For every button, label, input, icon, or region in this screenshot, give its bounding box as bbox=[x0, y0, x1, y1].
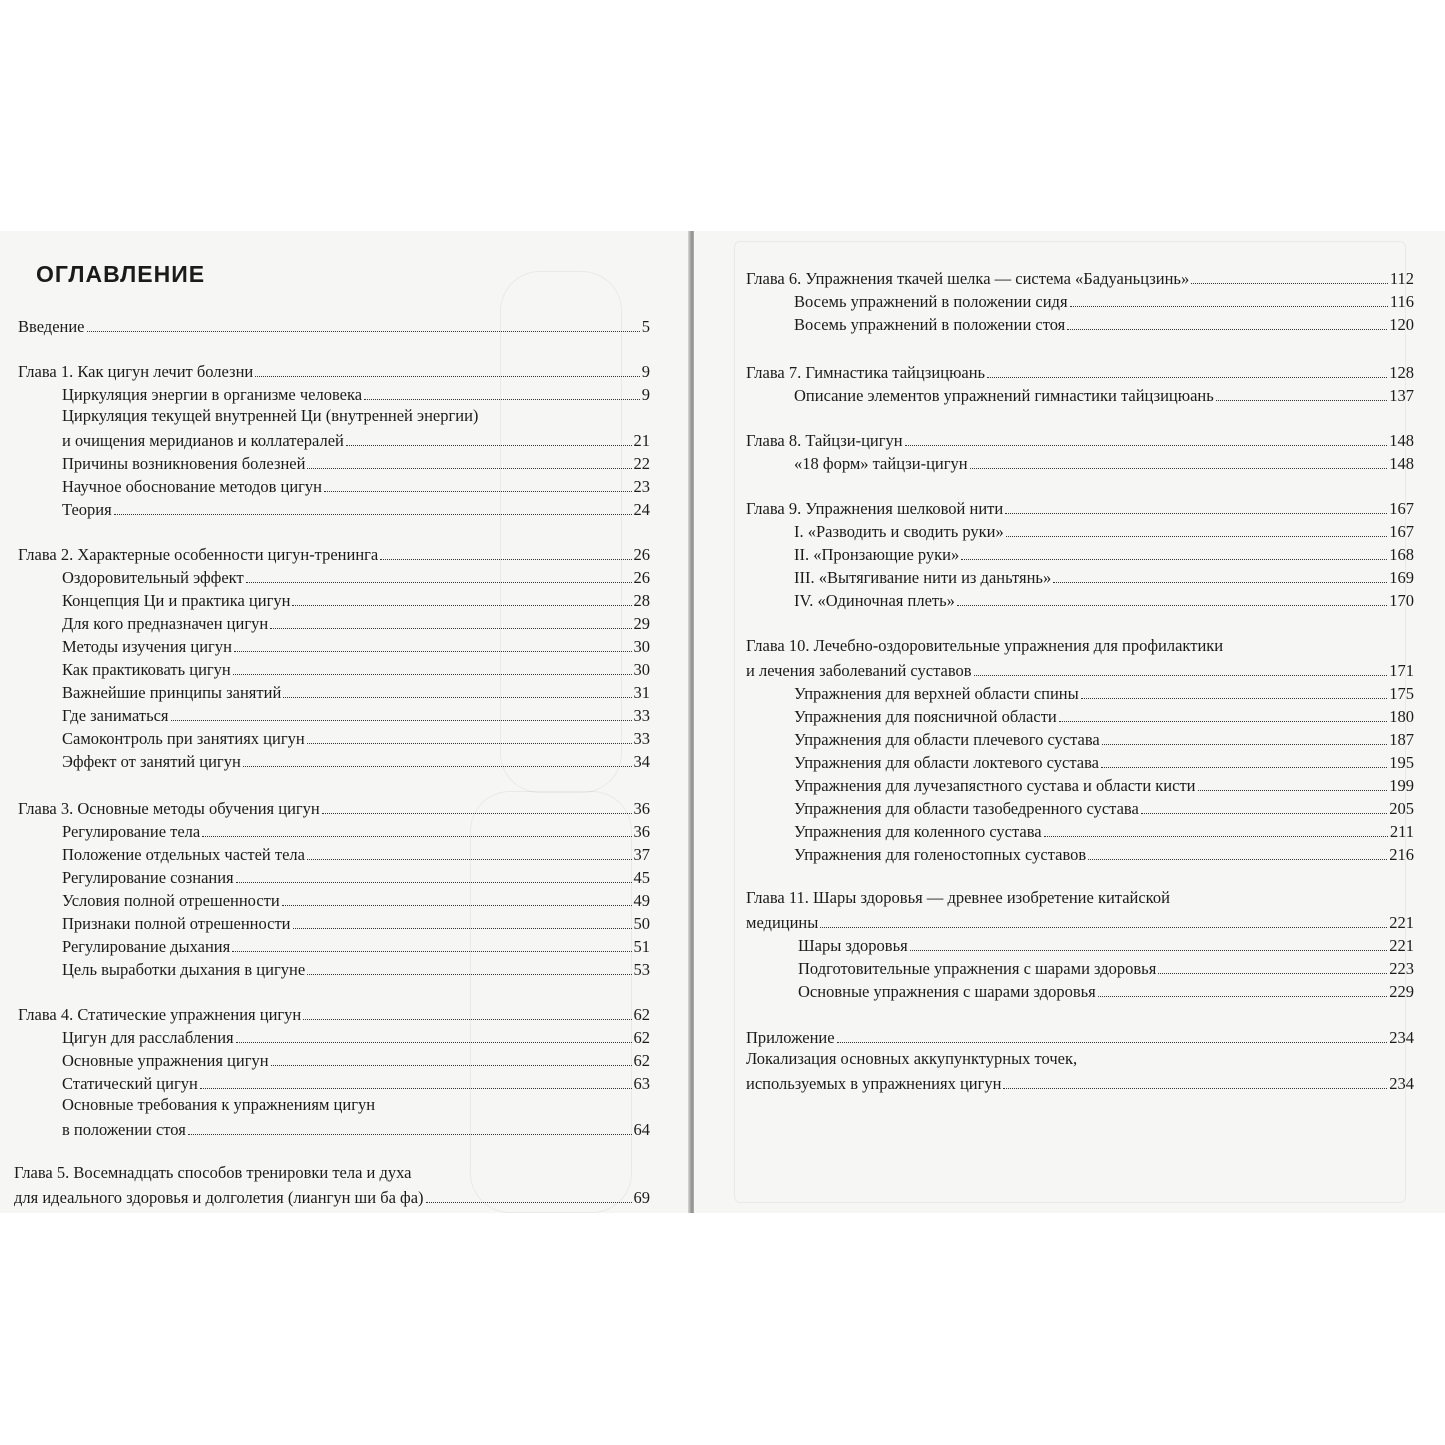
toc-entry-page: 31 bbox=[633, 683, 650, 702]
dot-leader bbox=[307, 859, 632, 860]
toc-entry-page: 180 bbox=[1389, 707, 1414, 726]
toc-entry bbox=[62, 704, 650, 726]
toc-entry-page: 234 bbox=[1389, 1074, 1414, 1093]
dot-leader bbox=[1102, 744, 1387, 745]
toc-entry bbox=[62, 912, 650, 934]
toc-entry bbox=[62, 658, 650, 680]
toc-entry-title: Признаки полной отрешенности bbox=[62, 914, 291, 933]
toc-entry-page: 148 bbox=[1389, 431, 1414, 450]
dot-leader bbox=[1070, 306, 1388, 307]
toc-entry-page: 5 bbox=[641, 317, 650, 336]
toc-entry-page: 9 bbox=[641, 385, 650, 404]
dot-leader bbox=[905, 445, 1388, 446]
toc-entry bbox=[62, 750, 650, 772]
toc-entry bbox=[62, 958, 650, 980]
toc-entry-title: Упражнения для области плечевого сустава bbox=[794, 730, 1100, 749]
toc-entry-title: Восемь упражнений в положении стоя bbox=[794, 315, 1066, 334]
toc-entry bbox=[794, 452, 1414, 474]
right-page bbox=[694, 231, 1445, 1213]
toc-entry-page: 62 bbox=[633, 1051, 650, 1070]
dot-leader bbox=[233, 674, 632, 675]
toc-entry-title: II. «Пронзающие руки» bbox=[794, 545, 960, 564]
dot-leader bbox=[292, 605, 631, 606]
left-page bbox=[0, 231, 690, 1213]
toc-entry bbox=[18, 543, 650, 565]
toc-entry-page: 63 bbox=[633, 1074, 650, 1093]
toc-entry-title: Цель выработки дыхания в цигуне bbox=[62, 960, 306, 979]
dot-leader bbox=[270, 628, 631, 629]
toc-entry-page: 26 bbox=[633, 545, 650, 564]
toc-entry bbox=[18, 1003, 650, 1025]
toc-entry-title: Приложение bbox=[746, 1028, 835, 1047]
toc-entry bbox=[746, 1026, 1414, 1048]
toc-entry bbox=[794, 820, 1414, 842]
toc-entry bbox=[18, 797, 650, 819]
toc-entry bbox=[794, 313, 1414, 335]
toc-entry-page: 170 bbox=[1389, 591, 1414, 610]
dot-leader bbox=[188, 1134, 632, 1135]
dot-leader bbox=[346, 445, 632, 446]
toc-entry-page: 64 bbox=[633, 1120, 650, 1139]
toc-entry-title: Глава 9. Упражнения шелковой нити bbox=[746, 499, 1004, 518]
dot-leader bbox=[1158, 973, 1387, 974]
toc-entry-title: Упражнения для голеностопных суставов bbox=[794, 845, 1087, 864]
dot-leader bbox=[246, 582, 632, 583]
dot-leader bbox=[324, 491, 632, 492]
toc-entry-page: 216 bbox=[1389, 845, 1414, 864]
toc-entry-page: 33 bbox=[633, 706, 650, 725]
toc-entry bbox=[62, 612, 650, 634]
toc-entry-page: 223 bbox=[1389, 959, 1414, 978]
toc-entry-title: Упражнения для лучезапястного сустава и области кисти bbox=[794, 776, 1196, 795]
toc-entry-page: 205 bbox=[1389, 799, 1414, 818]
toc-entry bbox=[794, 751, 1414, 773]
toc-entry-title: Глава 5. Восемнадцать способов тренировки тела и духа bbox=[14, 1163, 412, 1182]
toc-entry-page: 69 bbox=[633, 1188, 650, 1207]
toc-entry bbox=[794, 520, 1414, 542]
toc-entry-page: 187 bbox=[1389, 730, 1414, 749]
dot-leader bbox=[282, 905, 632, 906]
toc-entry-page: 168 bbox=[1389, 545, 1414, 564]
toc-entry-title: Самоконтроль при занятиях цигун bbox=[62, 729, 305, 748]
toc-entry-title: Положение отдельных частей тела bbox=[62, 845, 305, 864]
toc-entry bbox=[794, 774, 1414, 796]
toc-entry-page: 175 bbox=[1389, 684, 1414, 703]
toc-entry-page: 116 bbox=[1389, 292, 1414, 311]
toc-entry bbox=[14, 1186, 650, 1208]
toc-entry-page: 137 bbox=[1389, 386, 1414, 405]
toc-entry-page: 171 bbox=[1389, 661, 1414, 680]
toc-entry-page: 30 bbox=[633, 660, 650, 679]
toc-entry bbox=[62, 475, 650, 497]
dot-leader bbox=[293, 928, 632, 929]
toc-entry bbox=[794, 290, 1414, 312]
dot-leader bbox=[200, 1088, 632, 1089]
dot-leader bbox=[1216, 400, 1387, 401]
toc-entry bbox=[746, 267, 1414, 289]
toc-entry-title: Важнейшие принципы занятий bbox=[62, 683, 282, 702]
dot-leader bbox=[1141, 813, 1387, 814]
toc-entry bbox=[794, 682, 1414, 704]
dot-leader bbox=[426, 1202, 632, 1203]
dot-leader bbox=[171, 720, 632, 721]
toc-entry-page: 37 bbox=[633, 845, 650, 864]
toc-entry-page: 51 bbox=[633, 937, 650, 956]
toc-entry bbox=[62, 820, 650, 842]
toc-entry-page: 28 bbox=[633, 591, 650, 610]
toc-entry-page: 49 bbox=[633, 891, 650, 910]
toc-entry bbox=[746, 911, 1414, 933]
toc-entry-title: Условия полной отрешенности bbox=[62, 891, 280, 910]
toc-entry-page: 167 bbox=[1389, 499, 1414, 518]
toc-entry-page: 22 bbox=[633, 454, 650, 473]
toc-entry bbox=[746, 1072, 1414, 1094]
toc-entry-page: 26 bbox=[633, 568, 650, 587]
toc-entry-page: 36 bbox=[633, 799, 650, 818]
toc-entry-page: 221 bbox=[1389, 936, 1414, 955]
dot-leader bbox=[283, 697, 631, 698]
dot-leader bbox=[1067, 329, 1387, 330]
toc-entry bbox=[62, 452, 650, 474]
dot-leader bbox=[910, 950, 1388, 951]
dot-leader bbox=[236, 882, 632, 883]
dot-leader bbox=[87, 331, 640, 332]
toc-entry-title: Эффект от занятий цигун bbox=[62, 752, 241, 771]
toc-entry bbox=[798, 934, 1414, 956]
toc-entry bbox=[746, 497, 1414, 519]
dot-leader bbox=[232, 951, 631, 952]
toc-entry-page: 53 bbox=[633, 960, 650, 979]
toc-entry-page: 23 bbox=[633, 477, 650, 496]
toc-entry bbox=[62, 889, 650, 911]
toc-entry-title: Циркуляция текущей внутренней Ци (внутренней энергии) bbox=[62, 406, 479, 425]
toc-entry-title: Цигун для расслабления bbox=[62, 1028, 234, 1047]
toc-entry-title: Локализация основных аккупунктурных точек, bbox=[746, 1049, 1078, 1068]
toc-entry-title: Теория bbox=[62, 500, 112, 519]
toc-entry-page: 62 bbox=[633, 1028, 650, 1047]
toc-entry-page: 229 bbox=[1389, 982, 1414, 1001]
toc-entry-title: Упражнения для коленного сустава bbox=[794, 822, 1042, 841]
dot-leader bbox=[114, 514, 632, 515]
dot-leader bbox=[303, 1019, 631, 1020]
dot-leader bbox=[1098, 996, 1387, 997]
toc-entry bbox=[794, 566, 1414, 588]
toc-entry-title: Описание элементов упражнений гимнастики тайцзицюань bbox=[794, 386, 1214, 405]
dot-leader bbox=[1053, 582, 1387, 583]
toc-entry-title: Где заниматься bbox=[62, 706, 169, 725]
toc-entry-title: используемых в упражнениях цигун bbox=[746, 1074, 1002, 1093]
toc-entry-title: Упражнения для верхней области спины bbox=[794, 684, 1079, 703]
toc-entry bbox=[794, 843, 1414, 865]
dot-leader bbox=[202, 836, 631, 837]
toc-entry-title: Глава 1. Как цигун лечит болезни bbox=[18, 362, 254, 381]
toc-entry-page: 221 bbox=[1389, 913, 1414, 932]
dot-leader bbox=[1088, 859, 1387, 860]
toc-entry-page: 167 bbox=[1389, 522, 1414, 541]
toc-entry-page: 148 bbox=[1389, 454, 1414, 473]
toc-entry-title: Как практиковать цигун bbox=[62, 660, 231, 679]
toc-entry-title: Упражнения для области тазобедренного сустава bbox=[794, 799, 1139, 818]
toc-entry-page: 50 bbox=[633, 914, 650, 933]
toc-entry bbox=[794, 797, 1414, 819]
dot-leader bbox=[1003, 1088, 1387, 1089]
toc-entry bbox=[62, 498, 650, 520]
dot-leader bbox=[1081, 698, 1388, 699]
toc-entry-title: III. «Вытягивание нити из даньтянь» bbox=[794, 568, 1052, 587]
toc-entry-title: Глава 2. Характерные особенности цигун-тренинга bbox=[18, 545, 379, 564]
toc-entry-page: 128 bbox=[1389, 363, 1414, 382]
toc-entry-page: 9 bbox=[641, 362, 650, 381]
dot-leader bbox=[1005, 513, 1387, 514]
toc-entry-page: 24 bbox=[633, 500, 650, 519]
toc-entry bbox=[62, 429, 650, 451]
toc-entry bbox=[746, 361, 1414, 383]
dot-leader bbox=[322, 813, 632, 814]
toc-entry-title: Глава 4. Статические упражнения цигун bbox=[18, 1005, 302, 1024]
dot-leader bbox=[236, 1042, 632, 1043]
toc-entry-page: 195 bbox=[1389, 753, 1414, 772]
toc-entry-title: и лечения заболеваний суставов bbox=[746, 661, 972, 680]
toc-entry-page: 199 bbox=[1389, 776, 1414, 795]
toc-entry-page: 30 bbox=[633, 637, 650, 656]
toc-entry-title: Глава 6. Упражнения ткачей шелка — система «Бадуаньцзинь» bbox=[746, 269, 1190, 288]
dot-leader bbox=[957, 605, 1387, 606]
toc-entry-title: в положении стоя bbox=[62, 1120, 186, 1139]
dot-leader bbox=[364, 399, 640, 400]
toc-entry bbox=[18, 360, 650, 382]
dot-leader bbox=[987, 377, 1387, 378]
dot-leader bbox=[1006, 536, 1388, 537]
dot-leader bbox=[1198, 790, 1388, 791]
toc-entry-title: Основные требования к упражнениям цигун bbox=[62, 1095, 376, 1114]
toc-entry-title: Глава 8. Тайцзи-цигун bbox=[746, 431, 903, 450]
toc-entry-title: Упражнения для области локтевого сустава bbox=[794, 753, 1099, 772]
toc-entry-title: Концепция Ци и практика цигун bbox=[62, 591, 291, 610]
dot-leader bbox=[961, 559, 1387, 560]
toc-entry-page: 29 bbox=[633, 614, 650, 633]
dot-leader bbox=[820, 927, 1387, 928]
toc-entry bbox=[62, 566, 650, 588]
toc-entry-title: Упражнения для поясничной области bbox=[794, 707, 1057, 726]
toc-entry-page: 211 bbox=[1389, 822, 1414, 841]
toc-entry bbox=[62, 843, 650, 865]
dot-leader bbox=[271, 1065, 632, 1066]
toc-entry-title: Глава 11. Шары здоровья — древнее изобретение китайской bbox=[746, 888, 1170, 907]
dot-leader bbox=[1101, 767, 1387, 768]
dot-leader bbox=[974, 675, 1388, 676]
toc-entry bbox=[798, 980, 1414, 1002]
book-spread bbox=[0, 231, 1445, 1213]
toc-entry-title: Восемь упражнений в положении сидя bbox=[794, 292, 1068, 311]
dot-leader bbox=[1191, 283, 1388, 284]
toc-entry bbox=[62, 727, 650, 749]
dot-leader bbox=[307, 743, 632, 744]
toc-entry-page: 45 bbox=[633, 868, 650, 887]
toc-entry bbox=[62, 1072, 650, 1094]
toc-entry-title: и очищения меридианов и коллатералей bbox=[62, 431, 344, 450]
toc-entry-title: Шары здоровья bbox=[798, 936, 908, 955]
toc-entry-title: Оздоровительный эффект bbox=[62, 568, 244, 587]
toc-entry-title: Статический цигун bbox=[62, 1074, 198, 1093]
toc-entry bbox=[794, 728, 1414, 750]
toc-entry-title: Основные упражнения с шарами здоровья bbox=[798, 982, 1096, 1001]
dot-leader bbox=[1059, 721, 1388, 722]
toc-entry-title: Регулирование тела bbox=[62, 822, 201, 841]
toc-entry bbox=[746, 429, 1414, 451]
toc-entry-title: Причины возникновения болезней bbox=[62, 454, 306, 473]
toc-entry-title: Основные упражнения цигун bbox=[62, 1051, 269, 1070]
page-title: ОГЛАВЛЕНИЕ bbox=[36, 261, 206, 287]
toc-entry-title: Подготовительные упражнения с шарами здоровья bbox=[798, 959, 1157, 978]
dot-leader bbox=[380, 559, 631, 560]
toc-entry-title: для идеального здоровья и долголетия (лиангун ши ба фа) bbox=[14, 1188, 424, 1207]
dot-leader bbox=[307, 468, 631, 469]
toc-entry bbox=[62, 383, 650, 405]
toc-entry bbox=[62, 866, 650, 888]
toc-entry-page: 169 bbox=[1389, 568, 1414, 587]
toc-entry bbox=[62, 681, 650, 703]
toc-entry-title: Циркуляция энергии в организме человека bbox=[62, 385, 363, 404]
toc-entry bbox=[794, 543, 1414, 565]
toc-entry-page: 21 bbox=[633, 431, 650, 450]
dot-leader bbox=[243, 766, 632, 767]
toc-entry bbox=[62, 635, 650, 657]
toc-entry bbox=[62, 1118, 650, 1140]
toc-entry-title: Для кого предназначен цигун bbox=[62, 614, 269, 633]
dot-leader bbox=[1044, 836, 1388, 837]
toc-entry bbox=[62, 935, 650, 957]
toc-entry bbox=[18, 315, 650, 337]
toc-entry-page: 234 bbox=[1389, 1028, 1414, 1047]
toc-entry-title: Глава 7. Гимнастика тайцзицюань bbox=[746, 363, 986, 382]
toc-entry-title: I. «Разводить и сводить руки» bbox=[794, 522, 1004, 541]
toc-entry-title: Глава 10. Лечебно-оздоровительные упражнения для профилактики bbox=[746, 636, 1224, 655]
dot-leader bbox=[970, 468, 1388, 469]
toc-entry-page: 33 bbox=[633, 729, 650, 748]
toc-entry-page: 34 bbox=[633, 752, 650, 771]
toc-entry-page: 112 bbox=[1389, 269, 1414, 288]
toc-entry-title: IV. «Одиночная плеть» bbox=[794, 591, 955, 610]
toc-entry-title: «18 форм» тайцзи-цигун bbox=[794, 454, 968, 473]
toc-entry-title: Методы изучения цигун bbox=[62, 637, 232, 656]
toc-entry-title: Регулирование сознания bbox=[62, 868, 234, 887]
toc-entry bbox=[62, 589, 650, 611]
dot-leader bbox=[307, 974, 631, 975]
toc-entry-page: 120 bbox=[1389, 315, 1414, 334]
dot-leader bbox=[234, 651, 632, 652]
toc-entry-title: Научное обоснование методов цигун bbox=[62, 477, 322, 496]
toc-entry-title: Введение bbox=[18, 317, 85, 336]
toc-entry-page: 36 bbox=[633, 822, 650, 841]
toc-entry bbox=[794, 705, 1414, 727]
toc-entry bbox=[794, 589, 1414, 611]
toc-entry bbox=[62, 1026, 650, 1048]
toc-entry bbox=[798, 957, 1414, 979]
toc-entry-title: Глава 3. Основные методы обучения цигун bbox=[18, 799, 320, 818]
dot-leader bbox=[255, 376, 640, 377]
toc-entry bbox=[62, 1049, 650, 1071]
dot-leader bbox=[837, 1042, 1388, 1043]
toc-entry bbox=[746, 659, 1414, 681]
toc-entry bbox=[794, 384, 1414, 406]
toc-entry-title: Регулирование дыхания bbox=[62, 937, 231, 956]
toc-entry-title: медицины bbox=[746, 913, 819, 932]
toc-entry-page: 62 bbox=[633, 1005, 650, 1024]
